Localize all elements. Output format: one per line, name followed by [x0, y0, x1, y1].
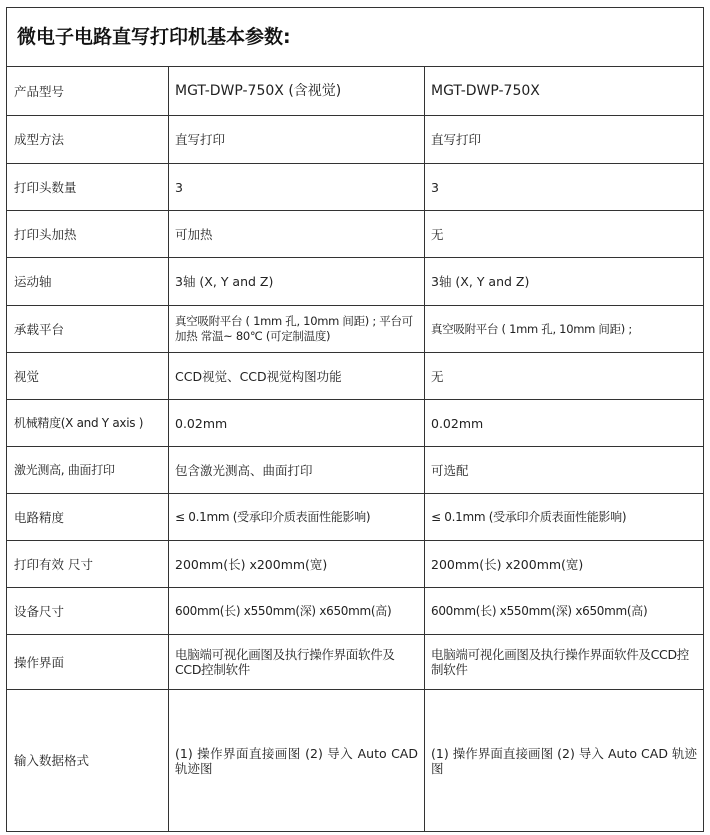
table-row [7, 690, 704, 832]
row-label: 激光测高, 曲面打印 [7, 447, 169, 494]
table-row [7, 211, 704, 258]
cell-value-2: 可选配 [425, 447, 704, 494]
row-label: 视觉 [7, 353, 169, 400]
row-label: 打印头数量 [7, 164, 169, 211]
cell-value-1: 可加热 [169, 211, 425, 258]
spec-table [6, 7, 704, 832]
cell-value-1: 600mm(长) x550mm(深) x650mm(高) [169, 588, 425, 635]
table-row [7, 494, 704, 541]
cell-value-1: 真空吸附平台 ( 1mm 孔, 10mm 间距) ; 平台可加热 常温~ 80℃ (可定制温度) [169, 306, 425, 353]
cell-value-1: 0.02mm [169, 400, 425, 447]
table-row [7, 306, 704, 353]
row-label: 电路精度 [7, 494, 169, 541]
cell-value-2: 200mm(长) x200mm(宽) [425, 541, 704, 588]
cell-value-2: 3轴 (X, Y and Z) [425, 258, 704, 306]
table-row [7, 588, 704, 635]
row-label: 成型方法 [7, 116, 169, 164]
title-row [7, 8, 704, 67]
cell-value-2: 无 [425, 211, 704, 258]
cell-value-2: 直写打印 [425, 116, 704, 164]
table-row [7, 447, 704, 494]
table-row [7, 116, 704, 164]
cell-value-1: 3 [169, 164, 425, 211]
table-row [7, 635, 704, 690]
cell-value-1: 电脑端可视化画图及执行操作界面软件及CCD控制软件 [169, 635, 425, 690]
model-value-2: MGT-DWP-750X [425, 67, 704, 116]
cell-value-2: 无 [425, 353, 704, 400]
cell-value-2: 真空吸附平台 ( 1mm 孔, 10mm 间距) ; [425, 306, 704, 353]
cell-value-2: (1) 操作界面直接画图 (2) 导入 Auto CAD 轨迹图 [425, 690, 704, 832]
cell-value-1: (1) 操作界面直接画图 (2) 导入 Auto CAD 轨迹图 [169, 690, 425, 832]
row-label: 打印头加热 [7, 211, 169, 258]
cell-value-1: 包含激光测高、曲面打印 [169, 447, 425, 494]
row-label: 产品型号 [7, 67, 169, 116]
cell-value-2: 0.02mm [425, 400, 704, 447]
row-label: 机械精度(X and Y axis ) [7, 400, 169, 447]
row-label: 设备尺寸 [7, 588, 169, 635]
row-label: 承载平台 [7, 306, 169, 353]
cell-value-1: ≤ 0.1mm (受承印介质表面性能影响) [169, 494, 425, 541]
table-row [7, 164, 704, 211]
cell-value-1: CCD视觉、CCD视觉构图功能 [169, 353, 425, 400]
table-row [7, 541, 704, 588]
cell-value-1: 200mm(长) x200mm(宽) [169, 541, 425, 588]
table-row [7, 353, 704, 400]
row-label: 输入数据格式 [7, 690, 169, 832]
row-label: 打印有效 尺寸 [7, 541, 169, 588]
page-title: 微电子电路直写打印机基本参数: [7, 8, 704, 67]
cell-value-2: 3 [425, 164, 704, 211]
cell-value-2: ≤ 0.1mm (受承印介质表面性能影响) [425, 494, 704, 541]
row-label: 操作界面 [7, 635, 169, 690]
cell-value-2: 600mm(长) x550mm(深) x650mm(高) [425, 588, 704, 635]
cell-value-1: 3轴 (X, Y and Z) [169, 258, 425, 306]
cell-value-2: 电脑端可视化画图及执行操作界面软件及CCD控制软件 [425, 635, 704, 690]
cell-value-1: 直写打印 [169, 116, 425, 164]
table-row [7, 400, 704, 447]
table-row [7, 258, 704, 306]
model-value-1: MGT-DWP-750X (含视觉) [169, 67, 425, 116]
row-label: 运动轴 [7, 258, 169, 306]
table-row [7, 67, 704, 116]
